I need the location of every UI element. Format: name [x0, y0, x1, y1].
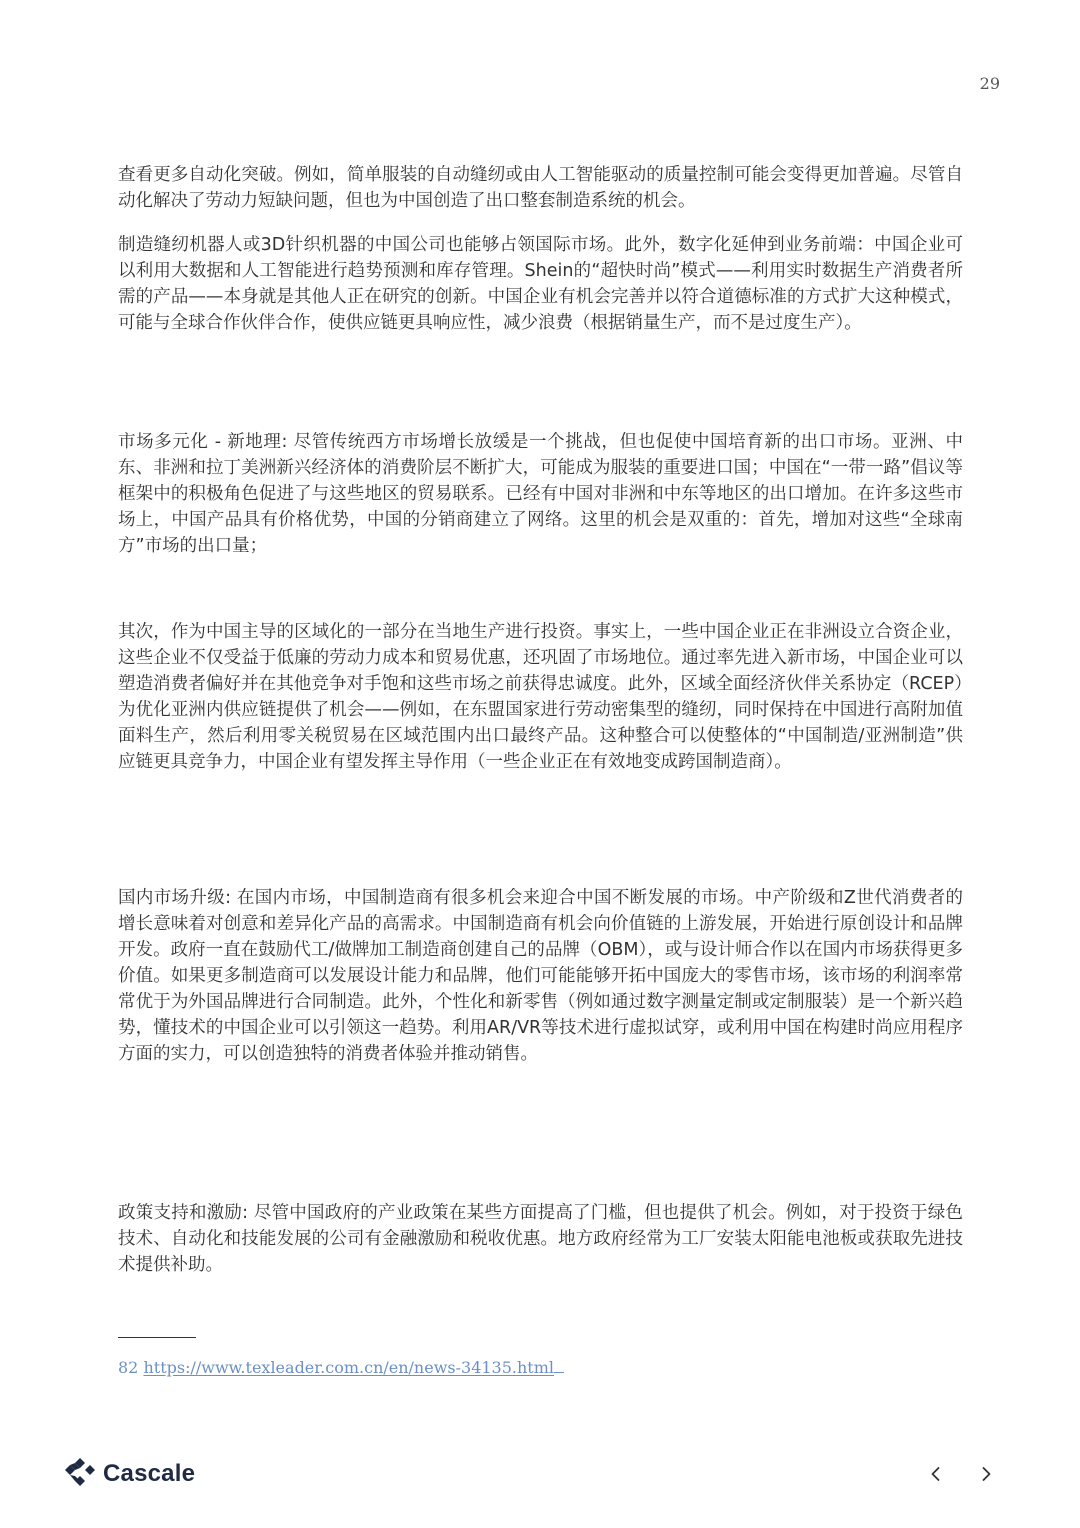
paragraph-market-diversification: 市场多元化 - 新地理: 尽管传统西方市场增长放缓是一个挑战，但也促使中国培育新的出口市场。亚洲、中东、非洲和拉丁美洲新兴经济体的消费阶层不断扩大，可能成为服装的重要进口国；中国在“一带一路”倡议等框架中的积极角色促进了与这些地区的贸易联系。已经有中国对非洲和中东等地区的出口增加。在许多这些市场上，中国产品具有价格优势，中国的分销商建立了网络。这里的机会是双重的：首先，增加对这些“全球南方”市场的出口量； — [118, 432, 963, 556]
next-page-button[interactable] — [972, 1462, 1000, 1490]
footnote-link[interactable]: https://www.texleader.com.cn/en/news-34135.html — [143, 1358, 555, 1377]
chevron-left-icon — [927, 1465, 945, 1487]
brand-name: Cascale — [103, 1460, 196, 1487]
previous-page-button[interactable] — [922, 1462, 950, 1490]
footnote-link-trail — [554, 1358, 564, 1373]
brand-logo[interactable] — [64, 1457, 195, 1491]
cascale-logo-icon — [64, 1456, 96, 1492]
chevron-right-icon — [977, 1465, 995, 1487]
paragraph-regional-investment: 其次，作为中国主导的区域化的一部分在当地生产进行投资。事实上，一些中国企业正在非洲设立合资企业，这些企业不仅受益于低廉的劳动力成本和贸易优惠，还巩固了市场地位。通过率先进入新市场，中国企业可以塑造消费者偏好并在其他竞争对手饱和这些市场之前获得忠诚度。此外，区域全面经济伙伴关系协定（RCEP）为优化亚洲内供应链提供了机会——例如，在东盟国家进行劳动密集型的缝纫，同时保持在中国进行高附加值面料生产，然后利用零关税贸易在区域范围内出口最终产品。这种整合可以使整体的“中国制造/亚洲制造”供应链更具竞争力，中国企业有望发挥主导作用（一些企业正在有效地变成跨国制造商）。 — [118, 622, 963, 772]
paragraph-domestic-upgrade: 国内市场升级: 在国内市场，中国制造商有很多机会来迎合中国不断发展的市场。中产阶级和Z世代消费者的增长意味着对创意和差异化产品的高需求。中国制造商有机会向价值链的上游发展，开始进行原创设计和品牌开发。政府一直在鼓励代工/做牌加工制造商创建自己的品牌（OBM），或与设计师合作以在国内市场获得更多价值。如果更多制造商可以发展设计能力和品牌，他们可能能够开拓中国庞大的零售市场，该市场的利润率常常优于为外国品牌进行合同制造。此外，个性化和新零售（例如通过数字测量定制或定制服装）是一个新兴趋势，懂技术的中国企业可以引领这一趋势。利用AR/VR等技术进行虚拟试穿，或利用中国在构建时尚应用程序方面的实力，可以创造独特的消费者体验并推动销售。 — [118, 888, 963, 1064]
page-number: 29 — [979, 74, 1000, 93]
paragraph-policy-support: 政策支持和激励: 尽管中国政府的产业政策在某些方面提高了门槛，但也提供了机会。例如，对于投资于绿色技术、自动化和技能发展的公司有金融激励和税收优惠。地方政府经常为工厂安装太阳能电池板或获取先进技术提供补助。 — [118, 1203, 963, 1275]
paragraph-automation: 查看更多自动化突破。例如，简单服装的自动缝纫或由人工智能驱动的质量控制可能会变得更加普遍。尽管自动化解决了劳动力短缺问题，但也为中国创造了出口整套制造系统的机会。 — [118, 165, 963, 211]
paragraph-digitalization: 制造缝纫机器人或3D针织机器的中国公司也能够占领国际市场。此外，数字化延伸到业务前端：中国企业可以利用大数据和人工智能进行趋势预测和库存管理。Shein的“超快时尚”模式——利用实时数据生产消费者所需的产品——本身就是其他人正在研究的创新。中国企业有机会完善并以符合道德标准的方式扩大这种模式，可能与全球合作伙伴合作，使供应链更具响应性，减少浪费（根据销量生产，而不是过度生产）。 — [118, 235, 963, 333]
footnote-divider — [118, 1337, 196, 1338]
footnote — [118, 1358, 564, 1377]
footnote-number: 82 — [118, 1358, 139, 1377]
